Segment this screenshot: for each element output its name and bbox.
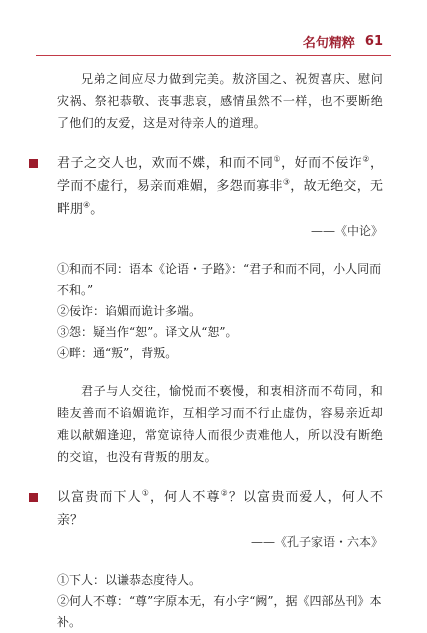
quote-source-1: ——《中论》 [310,224,383,238]
quote1-part4: ，故无绝交，无畔朋 [57,179,383,217]
footnote-ref-3: ③ [282,177,291,187]
page-body [57,68,383,633]
quote2-part1: 以富贵而下人 [57,490,142,505]
note-item: ①下人：以谦恭态度待人。 [57,573,202,587]
page-number: 61 [364,33,383,49]
footnote-ref-1: ① [273,154,282,164]
footnote-ref-2: ② [362,154,370,164]
quote2-part2: ，何人不尊 [149,490,221,505]
quote-block-2 [57,486,383,552]
quote-block-1 [57,152,383,241]
header-divider [36,55,391,56]
quote-text-2 [57,486,383,532]
quote2-part3: ？以富贵而爱人，何人不亲？ [57,490,383,528]
footnote-ref-4: ④ [83,200,91,210]
note-item: ①和而不同：语本《论语・子路》：“君子和而不同，小人同而不和。” [57,262,382,297]
section-title: 名句精粹 [302,35,355,51]
page-header [44,30,383,52]
footnote-ref-1: ① [141,488,150,498]
footnote-ref-2: ② [220,488,229,498]
notes-block-2 [57,570,383,633]
quote-marker-square-icon [29,159,38,168]
note-item: ④畔：通“叛”，背叛。 [57,346,178,360]
quote-source-2: ——《孔子家语・六本》 [250,535,383,549]
notes-block-1 [57,259,383,364]
intro-paragraph: 兄弟之间应尽力做到完美。敖济国之、祝贺喜庆、慰问灾祸、祭祀恭敬、丧事悲哀，感情虽然不一样，也不要断绝了他们的友爱，这是对待亲人的道理。 [57,72,383,130]
quote-text-1 [57,152,383,221]
translation-paragraph-1: 君子与人交往，愉悦而不亵慢，和衷相济而不苟同，和睦友善而不谄媚诡诈，互相学习而不行止虚伪，容易亲近却难以献媚逢迎，常宽谅待人而很少责难他人，所以没有断绝的交谊，也没有背叛的朋友。 [57,384,383,464]
quote1-part3: ，学而不虚行，易亲而难媚，多怨而寡非 [57,156,383,194]
quote1-part5: 。 [90,202,104,217]
note-item: ③怨：疑当作“恕”。译文从“恕”。 [57,325,238,339]
quote-marker-square-icon [29,493,38,502]
note-item: ②佞诈：谄媚而诡计多端。 [57,304,202,318]
quote1-part2: ，好而不佞诈 [281,156,363,171]
note-item: ②何人不尊：“尊”字原本无，有小字“阙”，据《四部丛刊》本补。 [57,594,382,629]
quote1-part1: 君子之交人也，欢而不媟，和而不同 [57,156,274,171]
